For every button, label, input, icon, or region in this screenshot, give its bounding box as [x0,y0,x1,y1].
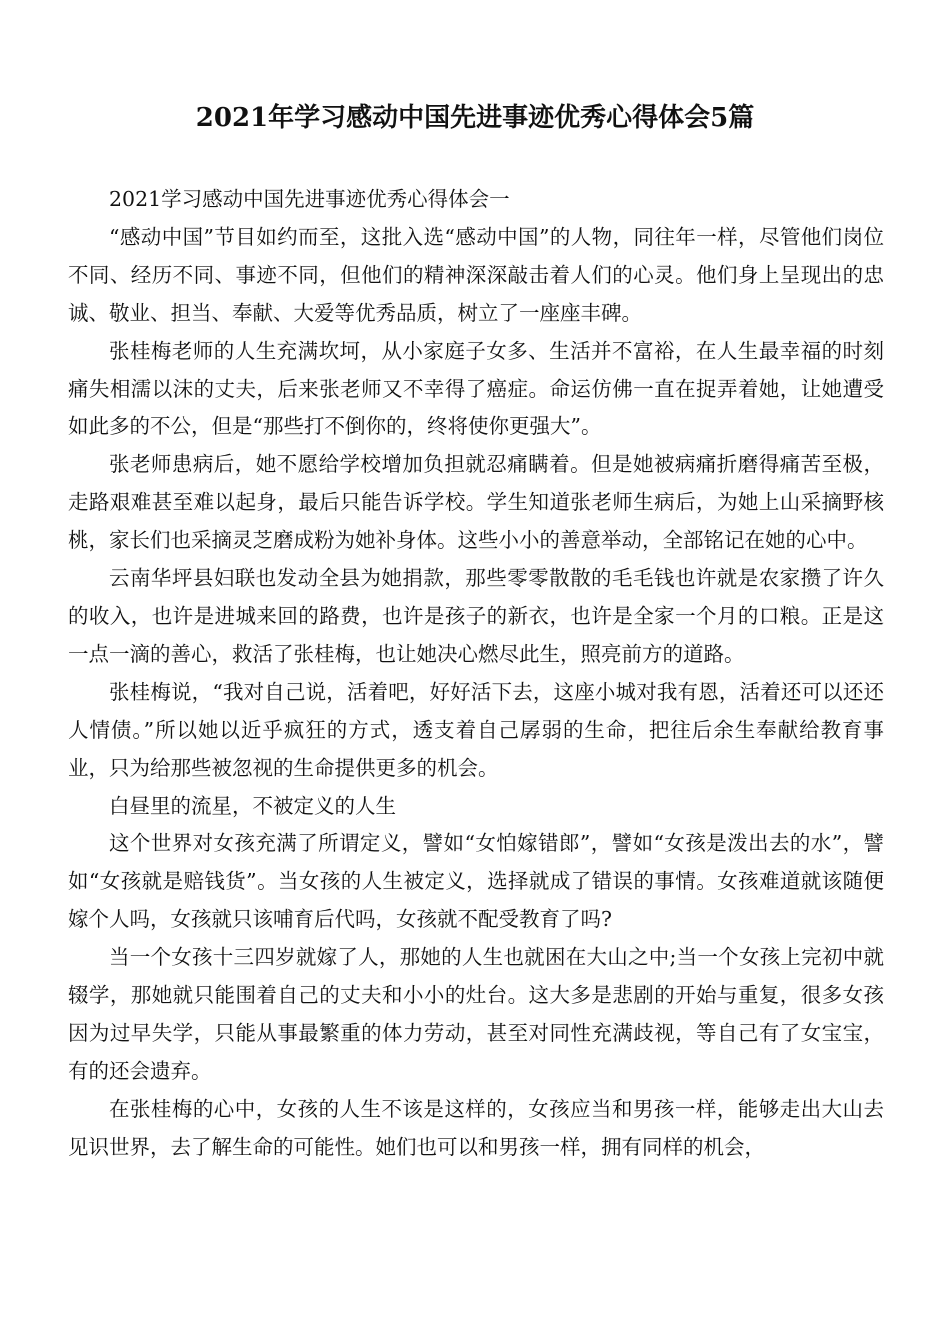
document-body [68,181,884,1167]
paragraph: “感动中国”节目如约而至，这批入选“感动中国”的人物，同往年一样，尽管他们岗位不同、经历不同、事迹不同，但他们的精神深深敲击着人们的心灵。他们身上呈现出的忠诚、敬业、担当、奉献、大爱等优秀品质，树立了一座座丰碑。 [68,224,884,325]
paragraph: 张老师患病后，她不愿给学校增加负担就忍痛瞒着。但是她被病痛折磨得痛苦至极，走路艰难甚至难以起身，最后只能告诉学校。学生知道张老师生病后，为她上山采摘野核桃，家长们也采摘灵芝磨成粉为她补身体。这些小小的善意举动，全部铭记在她的心中。 [68,452,884,553]
paragraph: 张桂梅说，“我对自己说，活着吧，好好活下去，这座小城对我有恩，活着还可以还还人情债。”所以她以近乎疯狂的方式，透支着自己孱弱的生命，把往后余生奉献给教育事业，只为给那些被忽视的生命提供更多的机会。 [68,679,884,780]
paragraph-heading: 白昼里的流星，不被定义的人生 [109,793,396,818]
document-title: 2021年学习感动中国先进事迹优秀心得体会5篇 [195,103,755,133]
paragraph: 云南华坪县妇联也发动全县为她捐款，那些零零散散的毛毛钱也许就是农家攒了许久的收入，也许是进城来回的路费，也许是孩子的新衣，也许是全家一个月的口粮。正是这一点一滴的善心，救活了张桂梅，也让她决心燃尽此生，照亮前方的道路。 [68,566,884,666]
paragraph: 这个世界对女孩充满了所谓定义，譬如“女怕嫁错郎”，譬如“女孩是泼出去的水”，譬如“女孩就是赔钱货”。当女孩的人生被定义，选择就成了错误的事情。女孩难道就该随便嫁个人吗，女孩就只该哺育后代吗，女孩就不配受教育了吗? [68,831,884,932]
paragraph: 当一个女孩十三四岁就嫁了人，那她的人生也就困在大山之中;当一个女孩上完初中就辍学，那她就只能围着自己的丈夫和小小的灶台。这大多是悲剧的开始与重复，很多女孩因为过早失学，只能从事最繁重的体力劳动，甚至对同性充满歧视，等自己有了女宝宝，有的还会遗弃。 [68,945,884,1083]
paragraph: 在张桂梅的心中，女孩的人生不该是这样的，女孩应当和男孩一样，能够走出大山去见识世界，去了解生命的可能性。她们也可以和男孩一样，拥有同样的机会， [68,1096,884,1159]
paragraph: 张桂梅老师的人生充满坎坷，从小家庭子女多、生活并不富裕，在人生最幸福的时刻痛失相濡以沫的丈夫，后来张老师又不幸得了癌症。命运仿佛一直在捉弄着她，让她遭受如此多的不公，但是“那些打不倒你的，终将使你更强大”。 [68,338,884,439]
paragraph-subtitle: 2021学习感动中国先进事迹优秀心得体会一 [109,187,510,211]
